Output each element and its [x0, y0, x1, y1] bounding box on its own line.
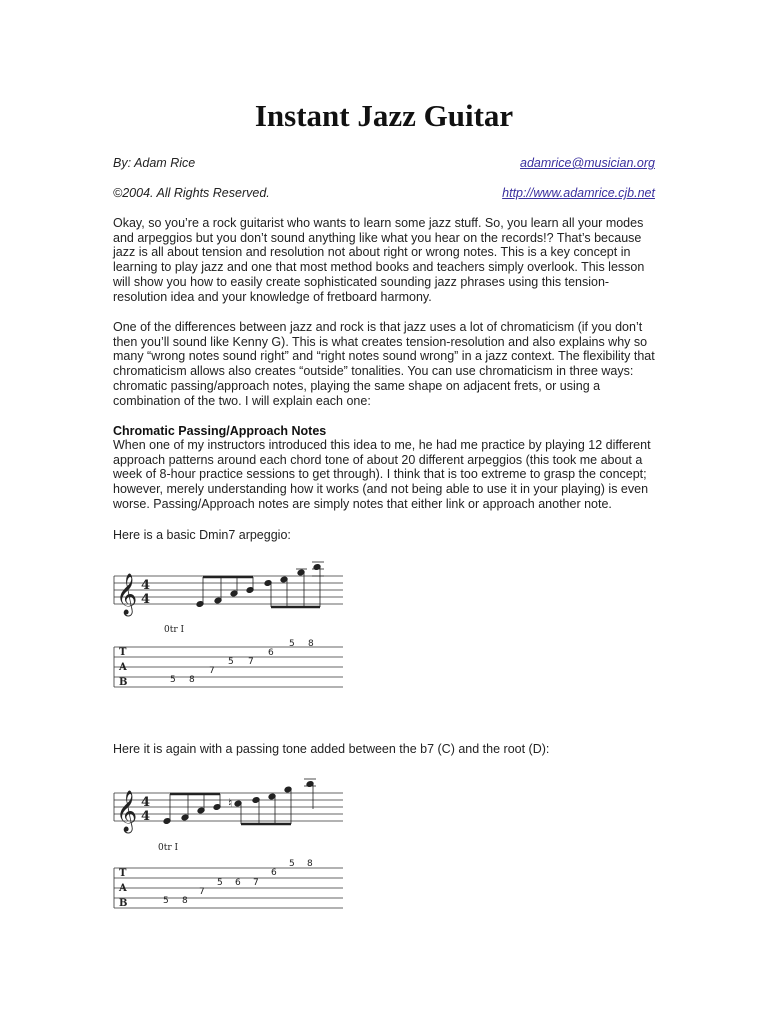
time-signature-bottom: 4 — [141, 592, 151, 607]
section-body-paragraph: When one of my instructors introduced this idea to me, he had me practice by playing 12 different approach patterns around each chord tone of about 20 different arpeggios (this took me about a week of 8-hour practice sessions to get through). I think that is too extreme to grasp the concept; however, merely understanding how it works (and not being able to use it in your playing) is even worse. Passing/Approach notes are simply notes that either link or approach another note. — [113, 438, 651, 511]
tab-fret-number: 5 — [163, 896, 169, 906]
treble-clef-icon: 𝄞 — [116, 791, 138, 832]
website-link[interactable]: http://www.adamrice.cjb.net — [502, 186, 655, 200]
time-signature-top: 4 — [141, 578, 151, 593]
tab-letter-t: T — [119, 868, 127, 879]
intro-paragraph: Okay, so you’re a rock guitarist who wants to learn some jazz stuff. So, you learn all your modes and arpeggios but you don’t sound anything like what you hear on the records!? That’s because jazz is all about tension and resolution not about right or wrong notes. This is a key concept in learning to play jazz and one that most method books and teachers simply overlook. This lesson will show you how to easily create sophisticated sounding jazz phrases using this tension-resolution idea and your knowledge of fretboard harmony. — [113, 216, 645, 304]
tab-letter-b: B — [119, 677, 128, 688]
caption-dmin7-arpeggio: Here is a basic Dmin7 arpeggio: — [113, 528, 291, 542]
tab-fret-number: 6 — [268, 648, 274, 658]
tab-fret-number: 7 — [248, 657, 254, 667]
document-title: Instant Jazz Guitar — [254, 98, 514, 133]
email-link[interactable]: adamrice@musician.org — [520, 156, 655, 170]
natural-sign-icon: ♮ — [228, 796, 233, 810]
dmin7-arpeggio-notation — [110, 558, 346, 694]
tab-fret-number: 6 — [271, 868, 277, 878]
tab-fret-number: 7 — [209, 666, 215, 676]
tab-fret-number: 6 — [235, 878, 241, 888]
tab-fret-number: 5 — [217, 878, 223, 888]
tab-letter-b: B — [119, 898, 128, 909]
chromaticism-paragraph: One of the differences between jazz and rock is that jazz uses a lot of chromaticism (if you don’t then you’ll sound like Kenny G). This is what creates tension-resolution and also explains why so many “wrong notes sound right” and “right notes sound wrong” in a jazz context. The flexibility that chromaticism allows also creates “outside” tonalities. You can use chromaticism in three ways: chromatic passing/approach notes, playing the same shape on adjacent frets, or using a combination of the two. I will explain each one: — [113, 320, 655, 408]
author-line: By: Adam Rice — [113, 156, 196, 170]
time-signature-top: 4 — [141, 795, 151, 810]
copyright-line: ©2004. All Rights Reserved. — [113, 186, 270, 200]
tab-fret-number: 7 — [253, 878, 259, 888]
tab-fret-number: 5 — [289, 859, 295, 869]
position-label: 0tr I — [158, 843, 179, 853]
tab-letter-a: A — [119, 662, 127, 673]
tab-fret-number: 8 — [182, 896, 188, 906]
tab-letter-a: A — [119, 883, 127, 894]
tab-fret-number: 8 — [307, 859, 313, 869]
tab-fret-number: 8 — [189, 675, 195, 685]
tab-fret-number: 8 — [308, 639, 314, 649]
tab-fret-number: 7 — [199, 887, 205, 897]
treble-clef-icon: 𝄞 — [116, 574, 138, 615]
time-signature-bottom: 4 — [141, 809, 151, 824]
passing-tone-notation — [110, 773, 346, 913]
caption-passing-tone: Here it is again with a passing tone added between the b7 (C) and the root (D): — [113, 742, 550, 756]
position-label: 0tr I — [164, 625, 185, 635]
tab-letter-t: T — [119, 647, 127, 658]
tab-fret-number: 5 — [289, 639, 295, 649]
tab-fret-number: 5 — [228, 657, 234, 667]
section-heading: Chromatic Passing/Approach Notes — [113, 424, 327, 438]
tab-fret-number: 5 — [170, 675, 176, 685]
